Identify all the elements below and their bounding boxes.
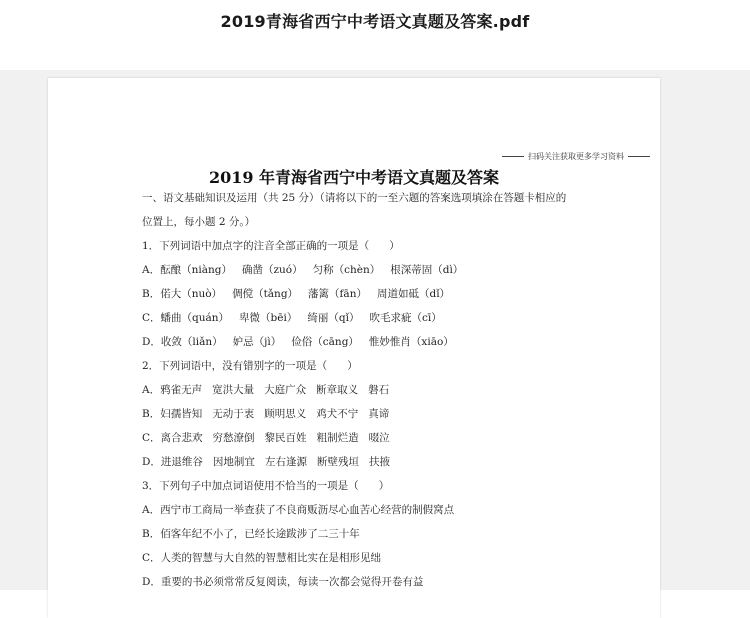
watermark xyxy=(498,151,658,162)
pdf-page xyxy=(48,78,660,618)
watermark-rule-left xyxy=(502,156,524,157)
question-1-option-b: B．偌大（nuò） 倜傥（tǎng） 藩篱（fān） 周道如砥（dǐ） xyxy=(142,288,451,300)
question-3-option-c: C．人类的智慧与大自然的智慧相比实在是相形见绌 xyxy=(142,552,382,564)
document-title: 2019 年青海省西宁中考语文真题及答案 xyxy=(208,168,500,187)
question-3-stem: 3．下列句子中加点词语使用不恰当的一项是（ ） xyxy=(142,480,390,492)
question-3-option-b: B．佰客年纪不小了，已经长途跋涉了二三十年 xyxy=(142,528,360,540)
question-2-option-a: A．鸦雀无声 宽洪大量 大庭广众 断章取义 磐石 xyxy=(142,384,390,396)
question-1-stem: 1．下列词语中加点字的注音全部正确的一项是（ ） xyxy=(142,240,400,252)
section-intro-line-2: 位置上，每小题 2 分。） xyxy=(142,216,256,228)
question-1-option-a: A．酝酿（niàng） 确凿（zuó） 匀称（chèn） 根深蒂固（dì） xyxy=(142,264,464,276)
question-2-stem: 2．下列词语中，没有错别字的一项是（ ） xyxy=(142,360,358,372)
section-intro-line-1: 一、语文基础知识及运用（共 25 分）（请将以下的一至六题的答案选项填涂在答题卡相应的 xyxy=(142,192,567,204)
watermark-rule-right xyxy=(628,156,650,157)
viewer-header xyxy=(0,0,750,70)
file-title: 2019青海省西宁中考语文真题及答案.pdf xyxy=(220,12,530,31)
question-2-option-b: B．妇孺皆知 无动于衷 顾明思义 鸡犬不宁 真谛 xyxy=(142,408,390,420)
question-2-option-d: D．进退维谷 因地制宜 左右逢源 断壁残垣 扶掖 xyxy=(142,456,390,468)
question-1-option-c: C．蟠曲（quán） 卑微（bēi） 绮丽（qǐ） 吹毛求疵（cī） xyxy=(142,312,442,324)
watermark-text: 扫码关注获取更多学习资料 xyxy=(528,152,624,161)
question-2-option-c: C．离合悲欢 穷愁潦倒 黎民百姓 粗制烂造 啜泣 xyxy=(142,432,390,444)
question-3-option-d: D．重要的书必须常常反复阅读，每读一次都会觉得开卷有益 xyxy=(142,576,424,588)
question-1-option-d: D．收敛（liǎn） 妒忌（jì） 俭俗（cāng） 惟妙惟肖（xiāo） xyxy=(142,336,454,348)
question-3-option-a: A．西宁市工商局一举查获了不良商贩沥尽心血苦心经营的制假窝点 xyxy=(142,504,455,516)
pdf-viewer-area[interactable] xyxy=(0,70,750,590)
